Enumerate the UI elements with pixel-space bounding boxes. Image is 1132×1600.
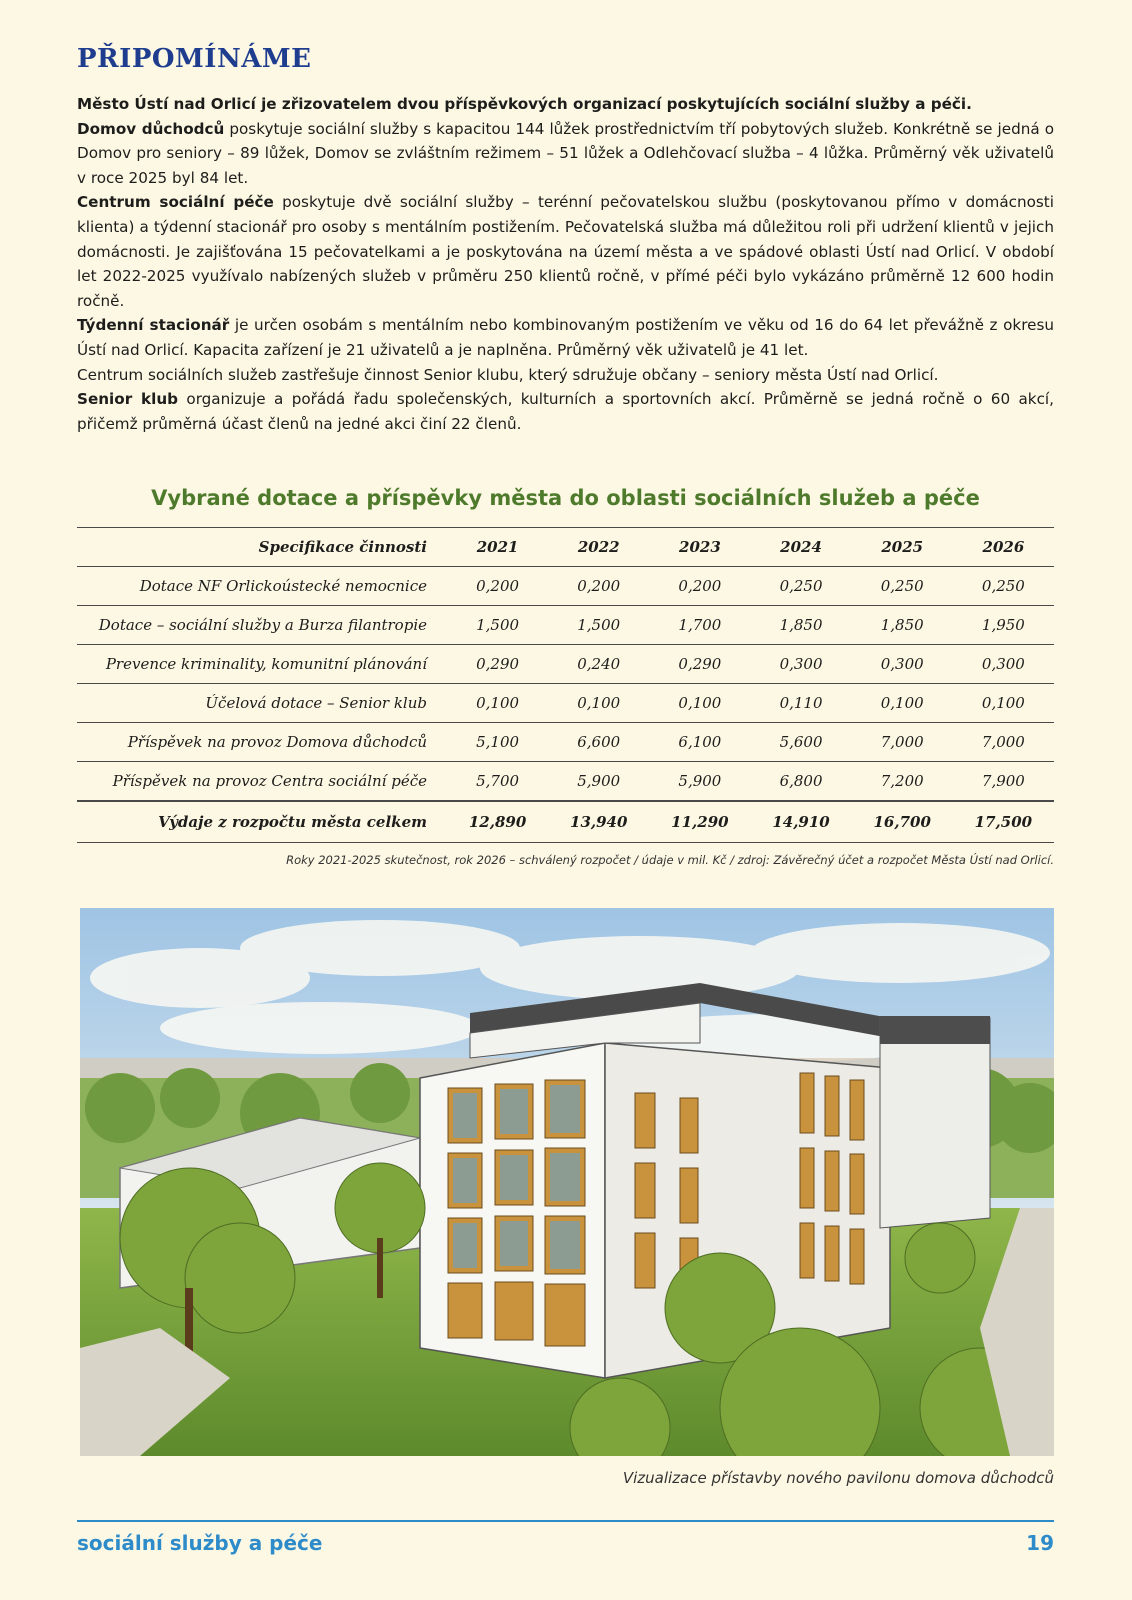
value-cell: 0,100 [852,684,953,723]
value-cell: 0,300 [953,645,1054,684]
domov-title: Domov důchodců [77,119,225,138]
value-cell: 0,300 [852,645,953,684]
table-row [77,567,1054,606]
value-cell: 7,200 [852,762,953,802]
value-cell: 0,290 [649,645,750,684]
stacionar-text: je určen osobám s mentálním nebo kombinovaným postižením ve věku od 16 do 64 let převážně z okresu Ústí nad Orlicí. Kapacita zařízení je 21 uživatelů a je naplněna. Průměrný věk uživatelů je 41 let. [77,316,1054,359]
value-cell: 0,100 [447,684,548,723]
footer-divider [77,1520,1054,1522]
value-cell: 0,200 [447,567,548,606]
row-label-cell: Prevence kriminality, komunitní plánování [77,645,447,684]
header-cell: 2024 [750,528,851,567]
row-label-cell: Účelová dotace – Senior klub [77,684,447,723]
senior-klub-title: Senior klub [77,390,179,409]
header-cell: Specifikace činnosti [77,528,447,567]
value-cell: 0,100 [953,684,1054,723]
value-cell: 0,240 [548,645,649,684]
table-row [77,606,1054,645]
page-heading: PŘIPOMÍNÁME [77,44,312,74]
value-cell: 0,100 [548,684,649,723]
page-number: 19 [1026,1531,1054,1555]
value-cell: 1,850 [750,606,851,645]
total-value-cell: 13,940 [548,801,649,843]
value-cell: 0,250 [852,567,953,606]
source-note: Roky 2021-2025 skutečnost, rok 2026 – schválený rozpočet / údaje v mil. Kč / zdroj: Závěrečný účet a rozpočet Města Ústí nad Orlicí. [286,853,1054,867]
row-label-cell: Dotace – sociální služby a Burza filantropie [77,606,447,645]
value-cell: 6,800 [750,762,851,802]
value-cell: 5,900 [649,762,750,802]
table-row [77,723,1054,762]
footer-section-title: sociální služby a péče [77,1531,323,1555]
value-cell: 5,900 [548,762,649,802]
header-cell: 2021 [447,528,548,567]
value-cell: 1,500 [548,606,649,645]
table-row [77,762,1054,802]
value-cell: 7,000 [852,723,953,762]
stacionar-title: Týdenní stacionář [77,316,230,335]
body-text [77,92,1054,436]
domov-text: poskytuje sociální služby s kapacitou 144 lůžek prostřednictvím tří pobytových služeb. Konkrétně se jedná o Domov pro seniory – 89 lůžek, Domov se zvláštním režimem – 51 lůžek a Odlehčovací služba – 4 lůžka. Průměrný věk uživatelů v roce 2025 byl 84 let. [77,119,1054,187]
senior-klub-text: organizuje a pořádá řadu společenských, kulturních a sportovních akcí. Průměrně se jedná ročně o 60 akcí, přičemž průměrná účast členů na jedné akci činí 22 členů. [77,390,1054,433]
total-value-cell: 12,890 [447,801,548,843]
total-value-cell: 16,700 [852,801,953,843]
centrum-text: poskytuje dvě sociální služby – terénní pečovatelskou službu (poskytovanou přímo v domácnosti klienta) a týdenní stacionář pro osoby s mentálním postižením. Pečovatelská služba má důležitou roli při udržení klientů v jejich domácnosti. Je zajišťována 15 pečovatelkami a je poskytována na území města a ve spádové oblasti Ústí nad Orlicí. V období let 2022-2025 využívalo nabízených služeb v průměru 250 klientů ročně, v přímé péči bylo vykázáno průměrně 12 600 hodin ročně. [77,193,1054,310]
centrum-paragraph [77,190,1054,313]
value-cell: 0,200 [548,567,649,606]
intro-paragraph [77,92,1054,117]
table-total-row [77,801,1054,843]
value-cell: 0,100 [649,684,750,723]
building-visualization-image [80,908,1054,1456]
total-value-cell: 11,290 [649,801,750,843]
total-label-cell: Výdaje z rozpočtu města celkem [77,801,447,843]
value-cell: 1,700 [649,606,750,645]
value-cell: 1,500 [447,606,548,645]
value-cell: 7,900 [953,762,1054,802]
table-row [77,684,1054,723]
image-caption: Vizualizace přístavby nového pavilonu domova důchodců [622,1469,1054,1487]
centrum-sluzeb-paragraph: Centrum sociálních služeb zastřešuje činnost Senior klubu, který sdružuje občany – seniory města Ústí nad Orlicí. [77,365,939,384]
value-cell: 5,100 [447,723,548,762]
stacionar-paragraph [77,313,1054,362]
table-title: Vybrané dotace a příspěvky města do oblasti sociálních služeb a péče [151,486,980,510]
table-header-row [77,528,1054,567]
value-cell: 0,300 [750,645,851,684]
domov-paragraph [77,117,1054,191]
row-label-cell: Příspěvek na provoz Centra sociální péče [77,762,447,802]
header-cell: 2022 [548,528,649,567]
value-cell: 0,250 [953,567,1054,606]
intro-text: Město Ústí nad Orlicí je zřizovatelem dvou příspěvkových organizací poskytujících sociální služby a péči. [77,95,972,113]
value-cell: 1,950 [953,606,1054,645]
senior-klub-paragraph [77,387,1054,436]
total-value-cell: 14,910 [750,801,851,843]
centrum-title: Centrum sociální péče [77,193,274,212]
value-cell: 5,700 [447,762,548,802]
row-label-cell: Příspěvek na provoz Domova důchodců [77,723,447,762]
value-cell: 0,250 [750,567,851,606]
table-body [77,567,1054,843]
value-cell: 1,850 [852,606,953,645]
grants-table [77,527,1054,843]
value-cell: 7,000 [953,723,1054,762]
value-cell: 6,100 [649,723,750,762]
total-value-cell: 17,500 [953,801,1054,843]
value-cell: 0,200 [649,567,750,606]
table-row [77,645,1054,684]
header-cell: 2023 [649,528,750,567]
value-cell: 0,110 [750,684,851,723]
value-cell: 6,600 [548,723,649,762]
value-cell: 0,290 [447,645,548,684]
value-cell: 5,600 [750,723,851,762]
header-cell: 2025 [852,528,953,567]
row-label-cell: Dotace NF Orlickoústecké nemocnice [77,567,447,606]
header-cell: 2026 [953,528,1054,567]
